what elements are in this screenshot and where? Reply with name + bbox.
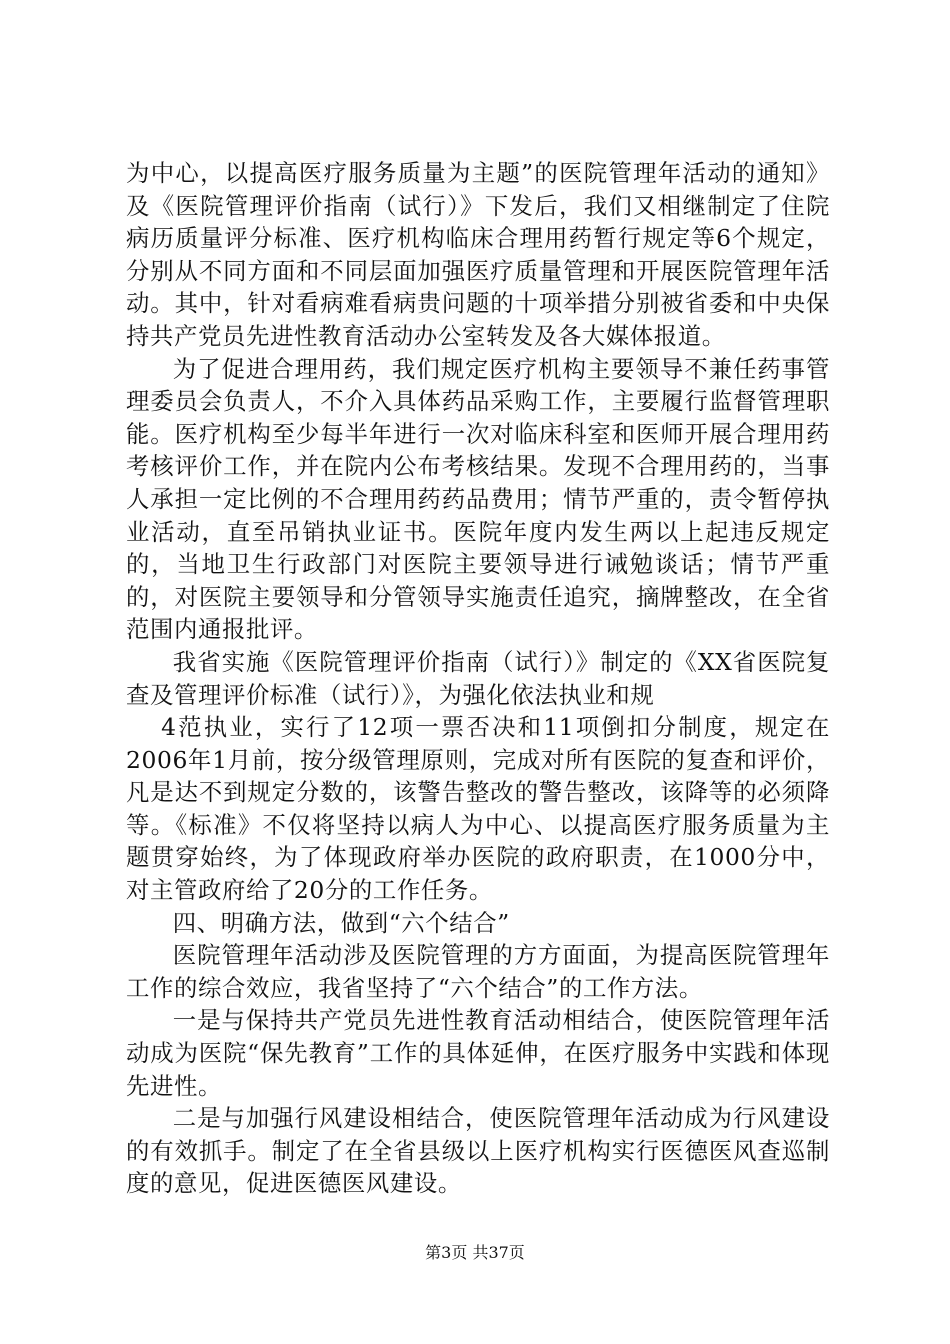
paragraph-6: 医院管理年活动涉及医院管理的方方面面，为提高医院管理年工作的综合效应，我省坚持了“六个结合”的工作方法。 bbox=[126, 941, 830, 1002]
paragraph-7: 一是与保持共产党员先进性教育活动相结合，使医院管理年活动成为医院“保先教育”工作的具体延伸，在医疗服务中实践和体现先进性。 bbox=[126, 1006, 830, 1100]
paragraph-2: 为了促进合理用药，我们规定医疗机构主要领导不兼任药事管理委员会负责人，不介入具体药品采购工作，主要履行监督管理职能。医疗机构至少每半年进行一次对临床科室和医师开展合理用药考核评价工作，并在院内公布考核结果。发现不合理用药的，当事人承担一定比例的不合理用药药品费用；情节严重的，责令暂停执业活动，直至吊销执业证书。医院年度内发生两以上起违反规定的，当地卫生行政部门对医院主要领导进行诫勉谈话；情节严重的，对医院主要领导和分管领导实施责任追究，摘牌整改，在全省范围内通报批评。 bbox=[126, 354, 830, 644]
paragraph-4: 4范执业，实行了12项一票否决和11项倒扣分制度，规定在2006年1月前，按分级管理原则，完成对所有医院的复查和评价，凡是达不到规定分数的，该警告整改的警告整改，该降等的必须降等。《标准》不仅将坚持以病人为中心、以提高医疗服务质量为主题贯穿始终，为了体现政府举办医院的政府职责，在1000分中，对主管政府给了20分的工作任务。 bbox=[126, 713, 830, 905]
section-heading: 四、明确方法，做到“六个结合” bbox=[172, 908, 510, 937]
paragraph-8: 二是与加强行风建设相结合，使医院管理年活动成为行风建设的有效抓手。制定了在全省县级以上医疗机构实行医德医风查巡制度的意见，促进医德医风建设。 bbox=[126, 1104, 830, 1198]
paragraph-1: 为中心，以提高医疗服务质量为主题”的医院管理年活动的通知》及《医院管理评价指南（试行）》下发后，我们又相继制定了住院病历质量评分标准、医疗机构临床合理用药暂行规定等6个规定，分别从不同方面和不同层面加强医疗质量管理和开展医院管理年活动。其中，针对看病难看病贵问题的十项举措分别被省委和中央保持共产党员先进性教育活动办公室转发及各大媒体报道。 bbox=[126, 159, 830, 350]
document-body bbox=[126, 157, 830, 1200]
paragraph-3: 我省实施《医院管理评价指南（试行）》制定的《XX省医院复查及管理评价标准（试行）》，为强化依法执业和规 bbox=[126, 647, 830, 709]
page-footer: 第3页 共37页 bbox=[425, 1243, 525, 1262]
